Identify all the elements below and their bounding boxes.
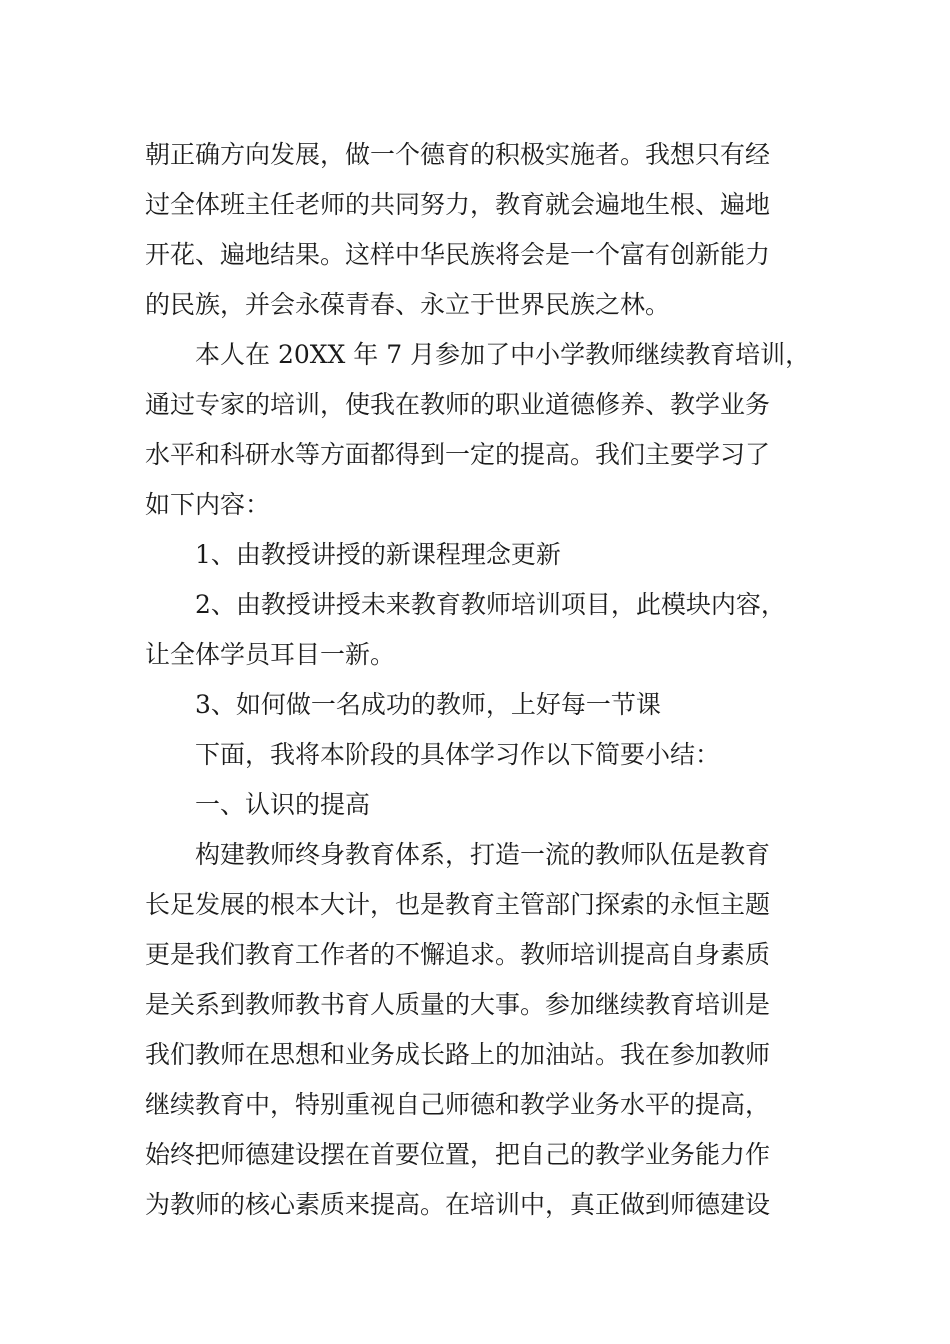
text-line: 本人在 20XX 年 7 月参加了中小学教师继续教育培训， [195, 340, 811, 369]
list-item: 2、由教授讲授未来教育教师培训项目，此模块内容， [195, 590, 786, 619]
list-item: 1、由教授讲授的新课程理念更新 [195, 540, 561, 569]
document-body [145, 130, 810, 1230]
text-line: 下面，我将本阶段的具体学习作以下简要小结： [195, 740, 721, 769]
text-line: 水平和科研水等方面都得到一定的提高。我们主要学习了 [145, 440, 771, 469]
list-item: 3、如何做一名成功的教师，上好每一节课 [195, 690, 661, 719]
text-line: 长足发展的根本大计，也是教育主管部门探索的永恒主题 [145, 890, 771, 919]
text-line: 让全体学员耳目一新。 [145, 640, 396, 669]
section-heading: 一、认识的提高 [195, 790, 371, 819]
text-line: 过全体班主任老师的共同努力，教育就会遍地生根、遍地 [145, 190, 771, 219]
text-line: 的民族，并会永葆青春、永立于世界民族之林。 [145, 290, 671, 319]
text-line: 如下内容： [145, 490, 271, 519]
text-line: 为教师的核心素质来提高。在培训中，真正做到师德建设 [145, 1190, 771, 1219]
text-line: 是关系到教师教书育人质量的大事。参加继续教育培训是 [145, 990, 771, 1019]
text-line: 始终把师德建设摆在首要位置，把自己的教学业务能力作 [145, 1140, 771, 1169]
text-line: 继续教育中，特别重视自己师德和教学业务水平的提高， [145, 1090, 771, 1119]
text-line: 更是我们教育工作者的不懈追求。教师培训提高自身素质 [145, 940, 771, 969]
text-line: 构建教师终身教育体系，打造一流的教师队伍是教育 [195, 840, 771, 869]
text-line: 我们教师在思想和业务成长路上的加油站。我在参加教师 [145, 1040, 771, 1069]
text-line: 开花、遍地结果。这样中华民族将会是一个富有创新能力 [145, 240, 771, 269]
text-line: 通过专家的培训，使我在教师的职业道德修养、教学业务 [145, 390, 771, 419]
text-line: 朝正确方向发展，做一个德育的积极实施者。我想只有经 [145, 140, 771, 169]
